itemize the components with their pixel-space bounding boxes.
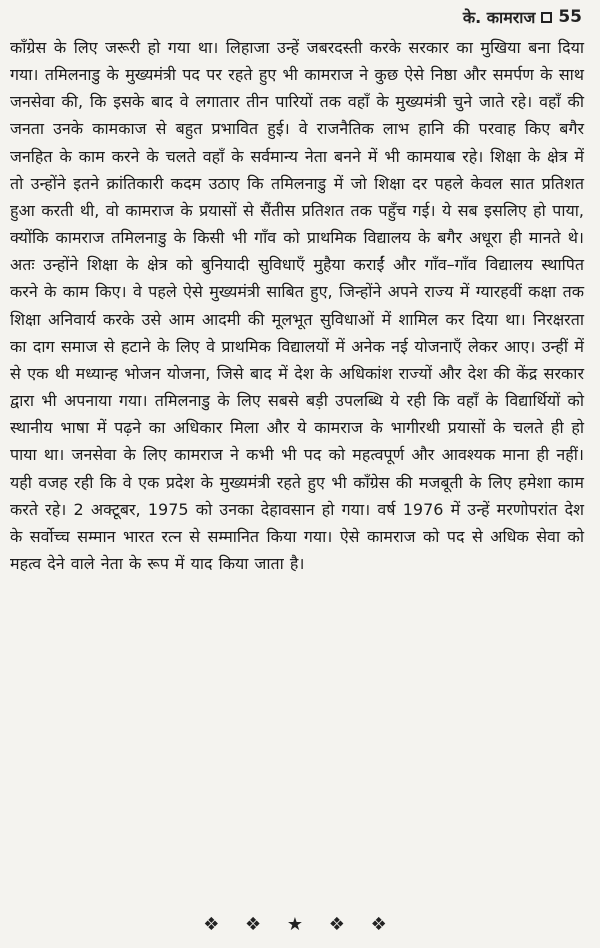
running-title: के. कामराज	[462, 8, 536, 27]
body-paragraph: काँग्रेस के लिए जरूरी हो गया था। लिहाजा उन्हें जबरदस्ती करके सरकार का मुखिया बना दिया गया। तमिलनाडु के मुख्यमंत्री पद पर रहते हुए भी कामराज ने कुछ ऐसे निष्ठा और समर्पण के साथ जनसेवा की, कि इसके बाद वे लगातार तीन पारियों तक वहाँ के मुख्यमंत्री चुने जाते रहे। वहाँ की जनता उनके कामकाज से बहुत प्रभावित हुई। वे राजनैतिक लाभ हानि की परवाह किए बगैर जनहित के काम करने के चलते वहाँ के सर्वमान्य नेता बनने में भी कामयाब रहे। शिक्षा के क्षेत्र में तो उन्होंने इतने क्रांतिकारी कदम उठाए कि तमिलनाडु में जो शिक्षा दर पहले केवल सात प्रतिशत हुआ करती थी, वो कामराज के प्रयासों से सैंतीस प्रतिशत तक पहुँच गई। ये सब इसलिए हो पाया, क्योंकि कामराज तमिलनाडु के किसी भी गाँव को प्राथमिक विद्यालय के बगैर अधूरा ही मानते थे। अतः उन्होंने शिक्षा के क्षेत्र को बुनियादी सुविधाएँ मुहैया कराईं और गाँव–गाँव विद्यालय स्थापित करने के काम किए। वे पहले ऐसे मुख्यमंत्री साबित हुए, जिन्होंने अपने राज्य में ग्यारहवीं कक्षा तक शिक्षा अनिवार्य करके उसे आम आदमी की मूलभूत सुविधाओं में शामिल कर दिया था। निरक्षरता का दाग समाज से हटाने के लिए वे प्राथमिक विद्यालयों में अनेक नई योजनाएँ लेकर आए। उन्हीं में से एक थी मध्यान्ह भोजन योजना, जिसे बाद में देश के अधिकांश राज्यों और देश की केंद्र सरकार द्वारा भी अपनाया गया। तमिलनाडु के लिए सबसे बड़ी उपलब्धि ये रही कि वहाँ के विद्यार्थियों को स्थानीय भाषा में पढ़ने का अधिकार मिला और ये कामराज के भागीरथी प्रयासों के चलते ही हो पाया था। जनसेवा के लिए कामराज ने कभी भी पद को महत्वपूर्ण और आवश्यक माना ही नहीं। यही वजह रही कि वे एक प्रदेश के मुख्यमंत्री रहते हुए भी काँग्रेस की मजबूती के लिए हमेशा काम करते रहे। 2 अक्टूबर, 1975 को उनका देहावसान हो गया। वर्ष 1976 में उन्हें मरणोपरांत देश के सर्वोच्च सम्मान भारत रत्न से सम्मानित किया गया। ऐसे कामराज को पद से अधिक सेवा को महत्व देने वाले नेता के रूप में याद किया जाता है।	[10, 38, 585, 573]
running-header	[463, 4, 582, 30]
square-outline-icon	[541, 12, 552, 23]
section-end-ornament: ❖ ❖ ★ ❖ ❖	[203, 914, 397, 935]
page-number: 55	[558, 7, 582, 27]
